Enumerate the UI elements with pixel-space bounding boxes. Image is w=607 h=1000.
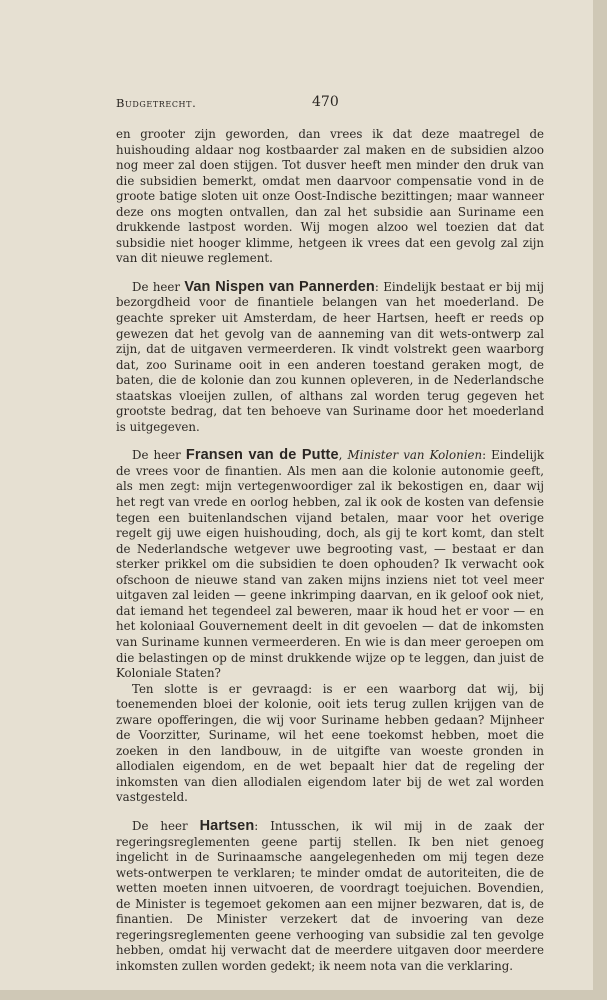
paragraph-text: en grooter zijn geworden, dan vrees ik dat deze maatregel de huishouding aldaar nog kostbaarder zal maken en de subsidien alzoo nog meer zal doen stijgen. Tot dusver heeft men minder den druk van die subsidien bemerkt, omdat men daarvoor compensatie vond in de groote batige sloten uit onze Oost-Indische bezittingen; maar wanneer deze ons mogten ontvallen, dan zal het subsidie aan Suriname een drukkende lastpost worden. Wij mogen alzoo wel toezien dat dat subsidie niet hooger klimme, hetgeen ik vrees dat een gevolg zal zijn van dit nieuwe reglement. [116,127,544,266]
speaker-prefix: De heer [132,448,186,463]
page-edge-bottom [0,990,607,1000]
page-header [116,94,550,114]
running-head: Budgetrecht. [116,96,197,110]
speaker-name: Van Nispen van Pannerden [184,278,375,295]
paragraph-2 [116,280,544,435]
speaker-name: Hartsen [199,817,255,834]
speaker-prefix: De heer [132,279,185,294]
page-edge [593,0,607,1000]
speaker-prefix: De heer [132,818,200,833]
paragraph-5 [116,819,544,974]
body-text [116,127,544,974]
paragraph-text: : Eindelijk de vrees voor de finantien. Als men aan die kolonie autonomie geeft, als men zegt: mijn vertegenwoordiger zal ik bekostigen en, daar wij het regt van vrede en oorlog hebben, zal ik ook de kosten van defensie tegen een buitenlandschen vijand betalen, maar voor het overige regelt gij uwe eigen huishouding, doch, als gij te kort komt, dan stelt de Nederlandsche wetgever uwe begrooting vast, — bestaat er dan sterker prikkel om die subsidien te doen ophouden? Ik verwacht ook ofschoon de nieuwe stand van zaken mijns inziens niet tot veel meer uitgaven zal leiden — geene inkrimping daarvan, en ik geloof ook niet, dat iemand het tegendeel zal beweren, maar ik houd het er voor — en het koloniaal Gouvernement deelt in dit gevoelen — dat de inkomsten van Suriname kunnen vermeerderen. En wie is dan meer geroepen om die belastingen op de minst drukkende wijze op te leggen, dan juist de Koloniale Staten? [116,448,545,681]
paragraph-text: : Eindelijk bestaat er bij mij bezorgdheid voor de finantiele belangen van het moederland. De geachte spreker uit Amsterdam, de heer Hartsen, heeft er reeds op gewezen dat het gevolg van de aanneming van dit wets-ontwerp zal zijn, dat de uitgaven vermeerderen. Ik vindt volstrekt geen waarborg dat, zoo Suriname ooit in een anderen toestand geraken mogt, de baten, die de kolonie dan zou kunnen opleveren, in de Nederlandsche staatskas vloeijen zullen, of althans zal worden terug gegeven het grootste bedrag, dat ten behoeve van Suriname door het moederland is uitgegeven. [116,279,545,434]
paragraph-3: De heer Fransen van de Putte, Minister van Kolonien: Eindelijk de vrees voor de finantien. Als men aan die kolonie autonomie geeft, als men zegt: mijn vertegenwoordiger zal ik bekostigen en, daar wij het regt van vrede en oorlog hebben, zal ik ook de kosten van defensie tegen een buitenlandschen vijand betalen, maar voor het overige regelt gij uwe eigen huishouding, doch, als gij te kort komt, dan stelt de Nederlandsche wetgever uwe begrooting vast, — bestaat er dan sterker prikkel om die subsidien te doen ophouden? Ik verwacht ook ofschoon de nieuwe stand van zaken mijns inziens niet tot veel meer uitgaven zal leiden — geene inkrimping daarvan, en ik geloof ook niet, dat iemand het tegendeel zal beweren, maar ik houd het er voor — en het koloniaal Gouvernement deelt in dit gevoelen — dat de inkomsten van Suriname kunnen vermeerderen. En wie is dan meer geroepen om die belastingen op de minst drukkende wijze op te leggen, dan juist de Koloniale Staten? [116,447,545,681]
speaker-name: Fransen van de Putte [185,447,339,464]
speaker-role: Minister van Kolonien [347,448,483,463]
paragraph-text: Ten slotte is er gevraagd: is er een waarborg dat wij, bij toenemenden bloei der kolonie, ooit iets terug zullen krijgen van de zware opofferingen, die wij voor Suriname hebben gedaan? Mijnheer de Voorzitter, Suriname, wil het eene toekomst hebben, moet die zoeken in den landbouw, in de uitgifte van woeste gronden in allodialen eigendom, en de wet bepaalt hier dat de regeling der inkomsten van dien allodialen eigendom later bij de wet zal worden vastgesteld. [116,681,544,805]
page-number: 470 [312,94,339,110]
paragraph-text: : Intusschen, ik wil mij in de zaak der regeringsreglementen geene partij stellen. Ik ben niet genoeg ingelicht in de Surinaamsche aangelegenheden om mij tegen deze wets-ontwerpen te verklaren; te minder omdat de autoriteiten, die de wetten moeten innen uitvoeren, de voordragt toejuichen. Bovendien, de Minister is tegemoet gekomen aan een mijner bezwaren, dat is, de finantien. De Minister verzekert dat de invoering van deze regeringsreglementen geene verhooging van subsidie zal ten gevolge hebben, omdat hij verwacht dat de meerdere uitgaven door meerdere inkomsten zullen worden gedekt; ik neem nota van die verklaring. [116,818,544,973]
paragraph-1 [116,127,544,267]
paragraph-4 [116,682,544,806]
